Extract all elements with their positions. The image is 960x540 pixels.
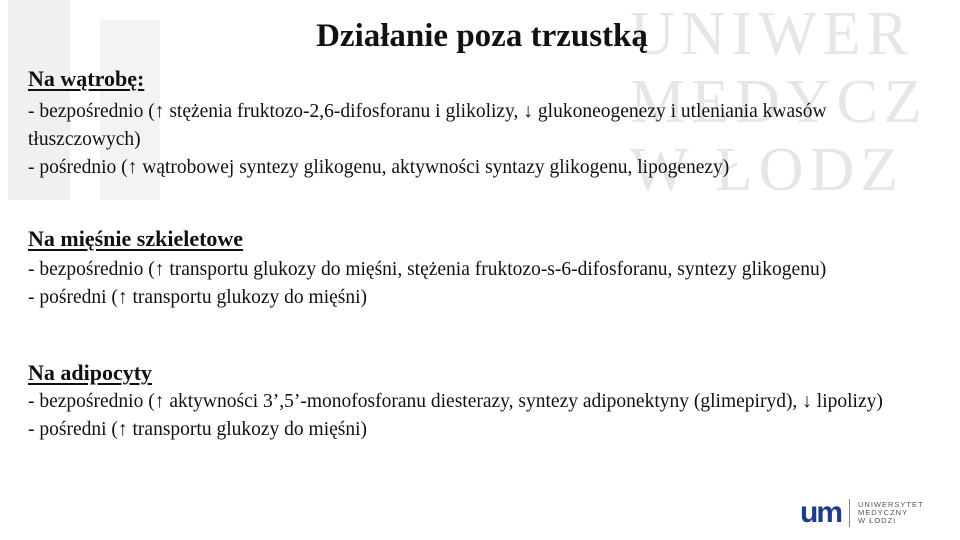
- section-line: - pośredni (↑ transportu glukozy do mięśni): [28, 419, 368, 440]
- logo-divider: [849, 499, 850, 527]
- section-line: - pośredni (↑ transportu glukozy do mięśni): [28, 287, 368, 308]
- slide-title: Działanie poza trzustką: [316, 18, 648, 54]
- section-line: - bezpośrednio (↑ transportu glukozy do mięśni, stężenia fruktozo-s-6-difosforanu, syntezy glikogenu): [28, 259, 827, 280]
- watermark-line: MEDYCZ: [630, 68, 928, 136]
- slide-content: [28, 66, 928, 444]
- section-heading: Na mięśnie szkieletowe: [28, 226, 244, 251]
- section-heading: Na wątrobę:: [28, 66, 145, 91]
- section-skeletal-muscle: [28, 226, 928, 312]
- logo-text: [858, 501, 924, 525]
- logo-text-line: MEDYCZNY: [858, 508, 909, 517]
- section-line: - pośrednio (↑ wątrobowej syntezy glikogenu, aktywności syntazy glikogenu, lipogenezy): [28, 157, 730, 178]
- section-heading: Na adipocyty: [28, 360, 153, 385]
- watermark-line: W ŁODZ: [630, 136, 905, 204]
- university-logo: [800, 497, 924, 529]
- section-adipocytes: [28, 360, 928, 444]
- section-line: - bezpośrednio (↑ stężenia fruktozo-2,6-difosforanu i glikolizy, ↓ glukoneogenezy i utleniania kwasów tłuszczowych): [28, 101, 827, 150]
- logo-text-line: UNIWERSYTET: [858, 500, 924, 509]
- watermark-line: UNIWER: [630, 0, 914, 68]
- section-liver: [28, 66, 928, 182]
- section-line: - bezpośrednio (↑ aktywności 3’,5’-monofosforanu diesterazy, syntezy adiponektyny (glimepiryd), ↓ lipolizy): [28, 391, 883, 412]
- logo-mark: um: [800, 496, 841, 529]
- logo-text-line: W ŁODZI: [858, 516, 897, 525]
